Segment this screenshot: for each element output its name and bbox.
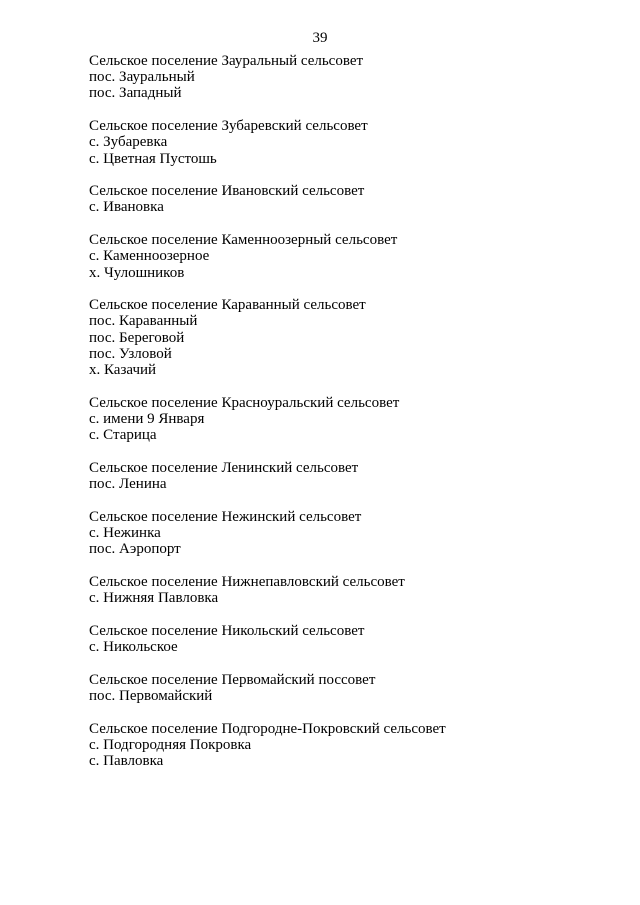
section-heading: Сельское поселение Ивановский сельсовет [89, 183, 365, 200]
settlement-item: пос. Ленина [89, 476, 167, 493]
settlement-item: пос. Аэропорт [89, 541, 181, 558]
settlement-list [89, 53, 609, 786]
section-heading: Сельское поселение Каменноозерный сельсовет [89, 232, 398, 249]
settlement-item: с. Старица [89, 427, 157, 444]
settlement-item: с. Подгородняя Покровка [89, 736, 252, 753]
settlement-item: пос. Западный [89, 85, 182, 102]
section-heading: Сельское поселение Зубаревский сельсовет [89, 118, 368, 135]
section-heading: Сельское поселение Ленинский сельсовет [89, 459, 359, 476]
settlement-item: с. Нижняя Павловка [89, 590, 219, 607]
section-heading: Сельское поселение Подгородне-Покровский сельсовет [89, 720, 446, 737]
section-pervomaisky [89, 672, 609, 704]
section-krasnouralsky [89, 395, 609, 444]
section-nikolsky [89, 623, 609, 655]
settlement-item: пос. Зауральный [89, 69, 195, 86]
settlement-item: пос. Береговой [89, 329, 185, 346]
page-number: 39 [312, 30, 328, 46]
section-leninsky [89, 460, 609, 492]
section-heading: Сельское поселение Никольский сельсовет [89, 622, 365, 639]
settlement-item: пос. Узловой [89, 345, 172, 362]
settlement-item: с. Павловка [89, 753, 164, 769]
section-kamennoozerny [89, 232, 609, 281]
section-heading: Сельское поселение Красноуральский сельсовет [89, 394, 400, 411]
section-heading: Сельское поселение Нижнепавловский сельсовет [89, 573, 405, 590]
settlement-item: пос. Первомайский [89, 687, 213, 704]
section-heading: Сельское поселение Караванный сельсовет [89, 297, 366, 314]
section-zubarevsky [89, 118, 609, 167]
settlement-item: с. Нежинка [89, 524, 161, 541]
settlement-item: с. Зубаревка [89, 134, 168, 151]
settlement-item: с. Никольское [89, 638, 178, 655]
section-zauralny [89, 53, 609, 102]
settlement-item: х. Чулошников [89, 264, 185, 281]
settlement-item: с. имени 9 Января [89, 410, 205, 427]
section-heading: Сельское поселение Первомайский поссовет [89, 671, 376, 688]
settlement-item: с. Цветная Пустошь [89, 150, 217, 167]
section-heading: Сельское поселение Зауральный сельсовет [89, 53, 364, 69]
section-nezhinsky [89, 509, 609, 558]
section-nizhnepavlovsky [89, 574, 609, 606]
settlement-item: х. Казачий [89, 362, 157, 379]
settlement-item: пос. Караванный [89, 313, 198, 330]
section-podgorodne-pokrovsky [89, 721, 609, 770]
section-heading: Сельское поселение Нежинский сельсовет [89, 508, 362, 525]
settlement-item: с. Ивановка [89, 199, 164, 216]
settlement-item: с. Каменноозерное [89, 248, 210, 265]
section-ivanovsky [89, 183, 609, 215]
section-karavanny [89, 297, 609, 378]
